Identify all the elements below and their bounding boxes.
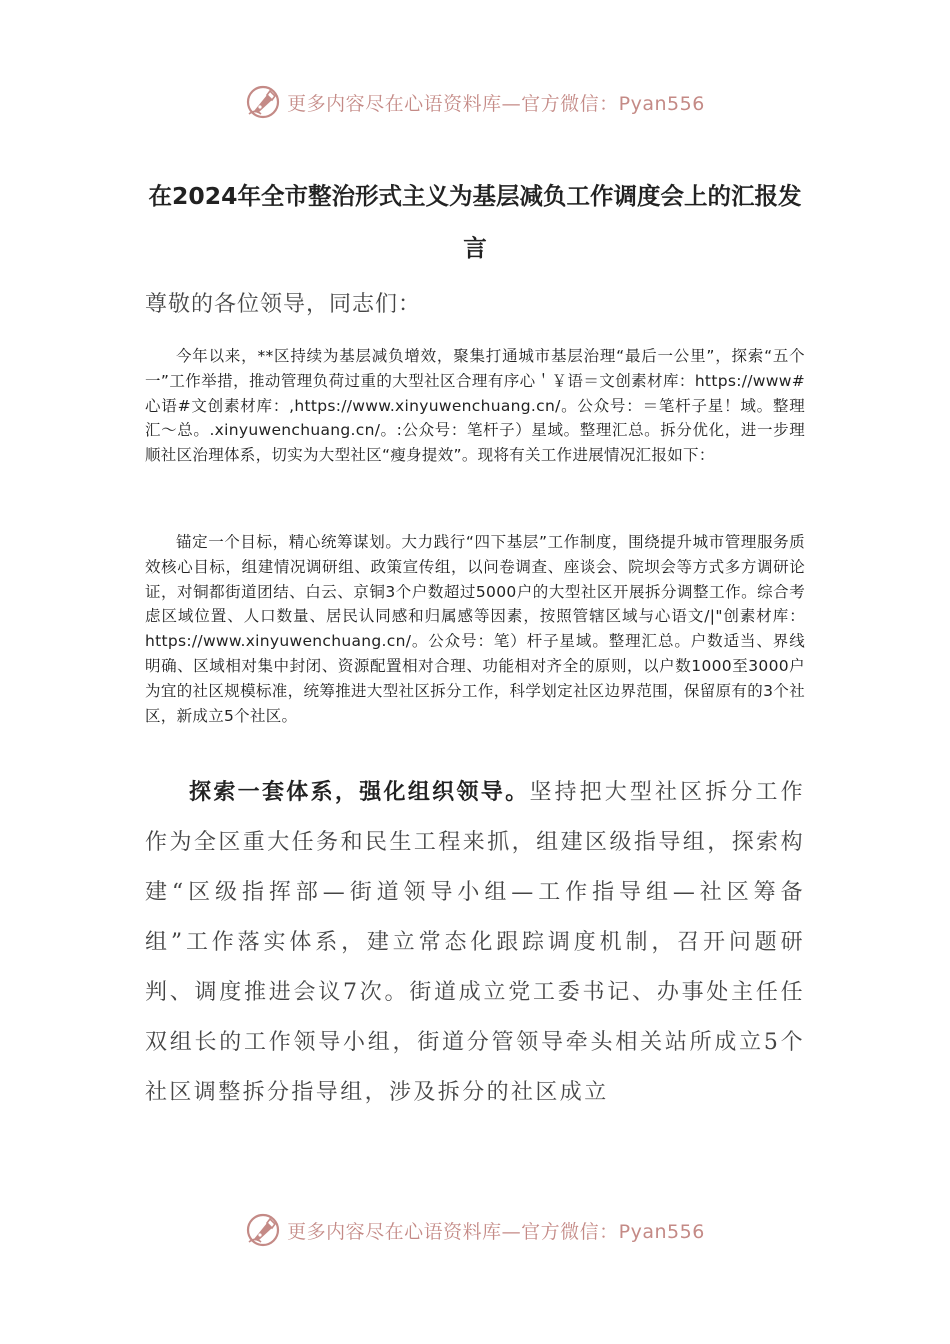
paragraph-system-body: 坚持把大型社区拆分工作作为全区重大任务和民生工程来抓，组建区级指导组，探索构建“区级指挥部—街道领导小组—工作指导组—社区筹备组”工作落实体系，建立常态化跟踪调度机制，召开问题研判、调度推进会议7次。街道成立党工委书记、办事处主任任双组长的工作领导小组，街道分管领导牵头相关站所成立5个社区调整拆分指导组，涉及拆分的社区成立 xyxy=(145,780,805,1105)
paragraph-system-lead: 探索一套体系，强化组织领导。 xyxy=(189,780,530,805)
watermark-text xyxy=(287,1217,705,1244)
pen-nib-logo-icon xyxy=(245,84,281,120)
watermark-wechat-id: Pyan556 xyxy=(618,92,705,115)
paragraph-intro: 今年以来，**区持续为基层减负增效，聚集打通城市基层治理“最后一公里”，探索“五个一”工作举措，推动管理负荷过重的大型社区合理有序心＇￥语＝文创素材库：https://www#心语#文创素材库：,https://www.xinyuwenchuang.cn/。公众号：＝笔杆子星！域。整理汇～总。.xinyuwenchuang.cn/。:公众号：笔杆子）星域。整理汇总。拆分优化，进一步理顺社区治理体系，切实为大型社区“瘦身提效”。现将有关工作进展情况汇报如下： xyxy=(145,347,805,465)
salutation: 尊敬的各位领导，同志们： xyxy=(145,292,422,317)
watermark-prefix: 更多内容尽在心语资料库—官方微信： xyxy=(287,1220,619,1243)
watermark-prefix: 更多内容尽在心语资料库—官方微信： xyxy=(287,92,619,115)
document-title: 在2024年全市整治形式主义为基层减负工作调度会上的汇报发言 xyxy=(148,182,802,262)
paragraph-system xyxy=(145,768,805,1118)
watermark-banner-top xyxy=(0,80,950,124)
watermark-wechat-id: Pyan556 xyxy=(618,1220,705,1243)
paragraph-goal: 锚定一个目标，精心统筹谋划。大力践行“四下基层”工作制度，围绕提升城市管理服务质效核心目标，组建情况调研组、政策宣传组，以问卷调查、座谈会、院坝会等方式多方调研论证，对铜都街道团结、白云、京铜3个户数超过5000户的大型社区开展拆分调整工作。综合考虑区域位置、人口数量、居民认同感和归属感等因素，按照管辖区域与心语文/|"创素材库：https://www.xinyuwenchuang.cn/。公众号：笔）杆子星域。整理汇总。户数适当、界线明确、区域相对集中封闭、资源配置相对合理、功能相对齐全的原则，以户数1000至3000户为宜的社区规模标准，统筹推进大型社区拆分工作，科学划定社区边界范围，保留原有的3个社区，新成立5个社区。 xyxy=(145,533,805,725)
watermark-text xyxy=(287,89,705,116)
watermark-banner-bottom xyxy=(0,1208,950,1252)
pen-nib-logo-icon xyxy=(245,1212,281,1248)
